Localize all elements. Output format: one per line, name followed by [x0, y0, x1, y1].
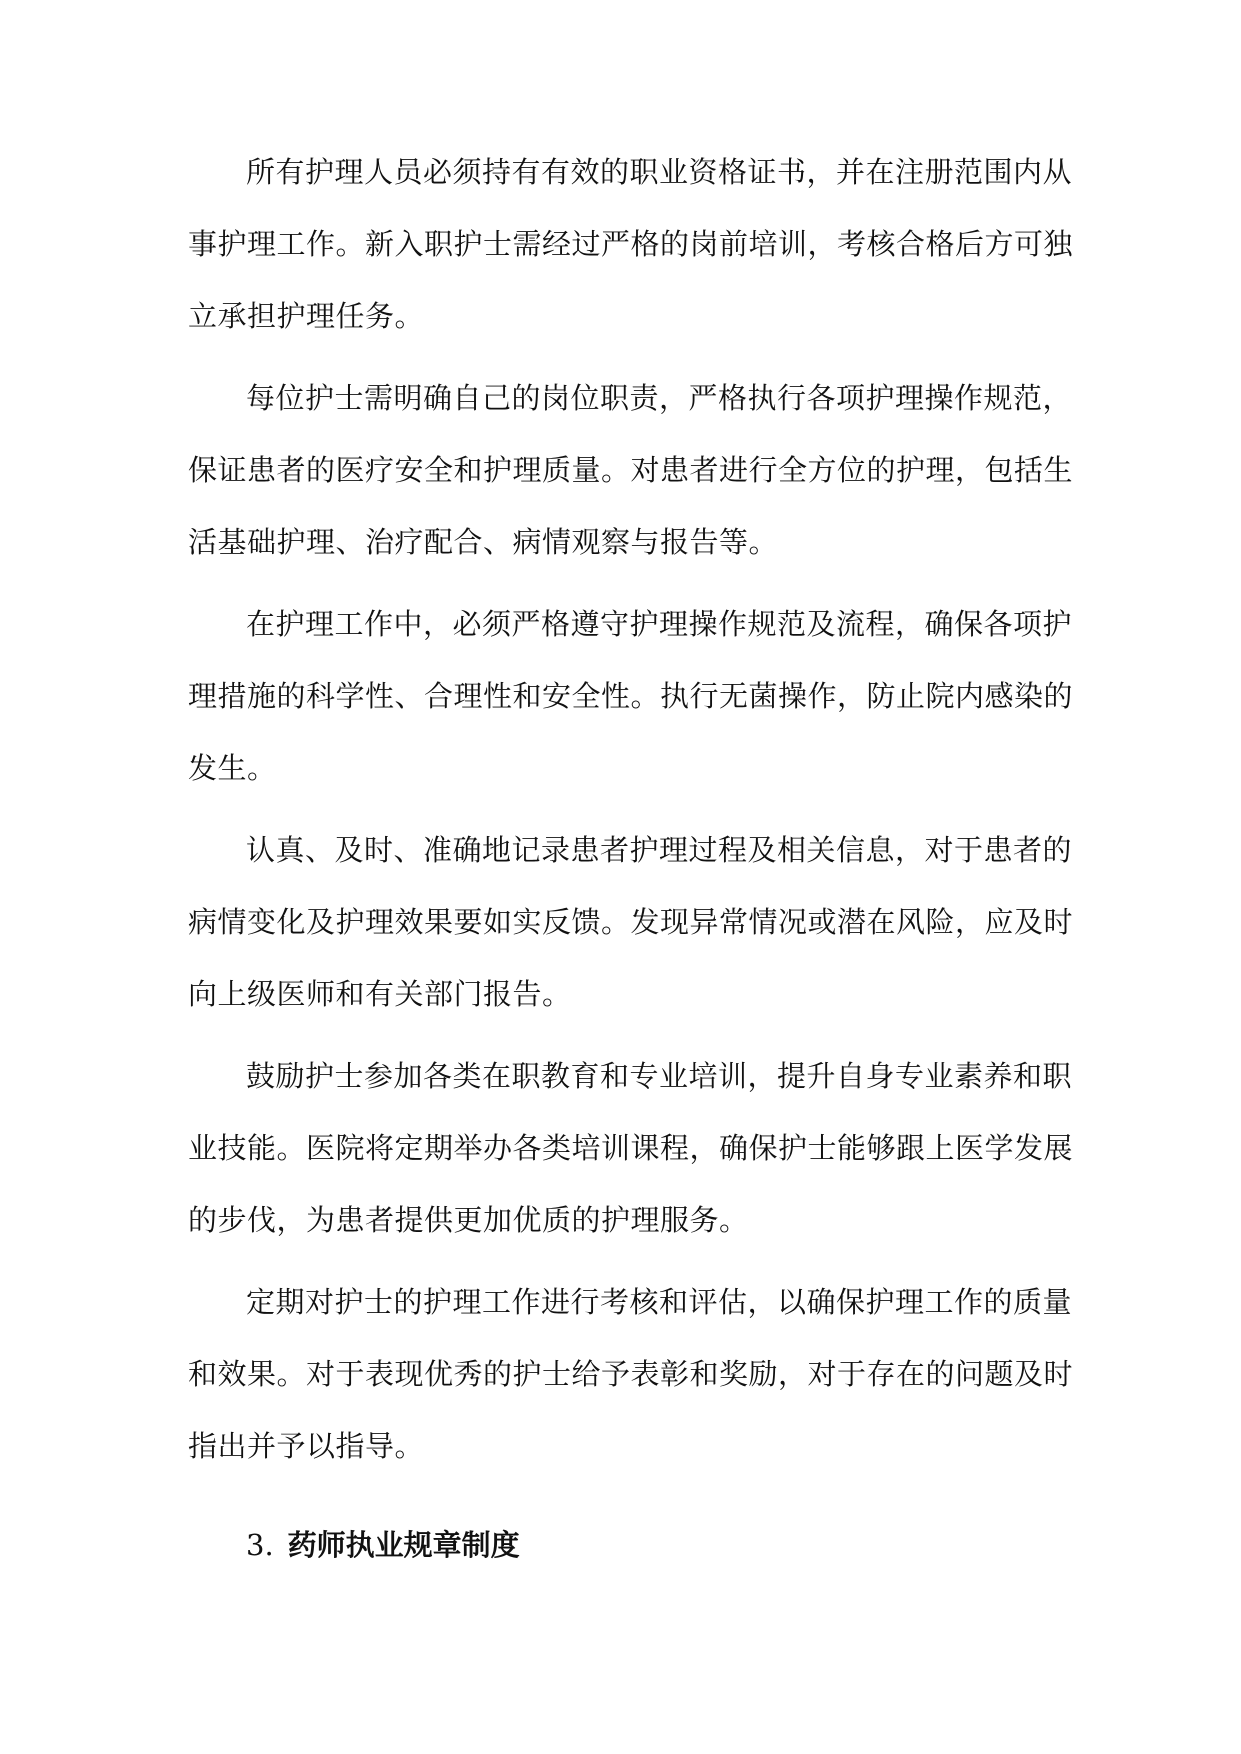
section-heading	[246, 1525, 520, 1565]
paragraph-6-line-1: 定期对护士的护理工作进行考核和评估，以确保护理工作的质量	[246, 1285, 1073, 1319]
paragraph-5-line-1: 鼓励护士参加各类在职教育和专业培训，提升自身专业素养和职	[246, 1059, 1073, 1093]
section-heading-title: 药师执业规章制度	[287, 1528, 520, 1562]
paragraph-6-line-2: 和效果。对于表现优秀的护士给予表彰和奖励，对于存在的问题及时	[188, 1357, 1074, 1391]
paragraph-3-line-1: 在护理工作中，必须严格遵守护理操作规范及流程，确保各项护	[246, 607, 1073, 641]
paragraph-2-line-1: 每位护士需明确自己的岗位职责，严格执行各项护理操作规范，	[246, 381, 1073, 415]
section-heading-number: 3.	[246, 1528, 274, 1562]
paragraph-4-line-3: 向上级医师和有关部门报告。	[188, 977, 572, 1011]
paragraph-3-line-2: 理措施的科学性、合理性和安全性。执行无菌操作，防止院内感染的	[188, 679, 1074, 713]
paragraph-6-line-3: 指出并予以指导。	[188, 1429, 425, 1463]
paragraph-4-line-2: 病情变化及护理效果要如实反馈。发现异常情况或潜在风险，应及时	[188, 905, 1074, 939]
paragraph-2-line-3: 活基础护理、治疗配合、病情观察与报告等。	[188, 525, 779, 559]
paragraph-1-line-2: 事护理工作。新入职护士需经过严格的岗前培训，考核合格后方可独	[188, 227, 1074, 261]
paragraph-2-line-2: 保证患者的医疗安全和护理质量。对患者进行全方位的护理，包括生	[188, 453, 1074, 487]
paragraph-5-line-2: 业技能。医院将定期举办各类培训课程，确保护士能够跟上医学发展	[188, 1131, 1074, 1165]
paragraph-3-line-3: 发生。	[188, 751, 277, 785]
paragraph-5-line-3: 的步伐，为患者提供更加优质的护理服务。	[188, 1203, 749, 1237]
paragraph-1-line-1: 所有护理人员必须持有有效的职业资格证书，并在注册范围内从	[246, 155, 1073, 189]
paragraph-4-line-1: 认真、及时、准确地记录患者护理过程及相关信息，对于患者的	[246, 833, 1073, 867]
paragraph-1-line-3: 立承担护理任务。	[188, 299, 425, 333]
